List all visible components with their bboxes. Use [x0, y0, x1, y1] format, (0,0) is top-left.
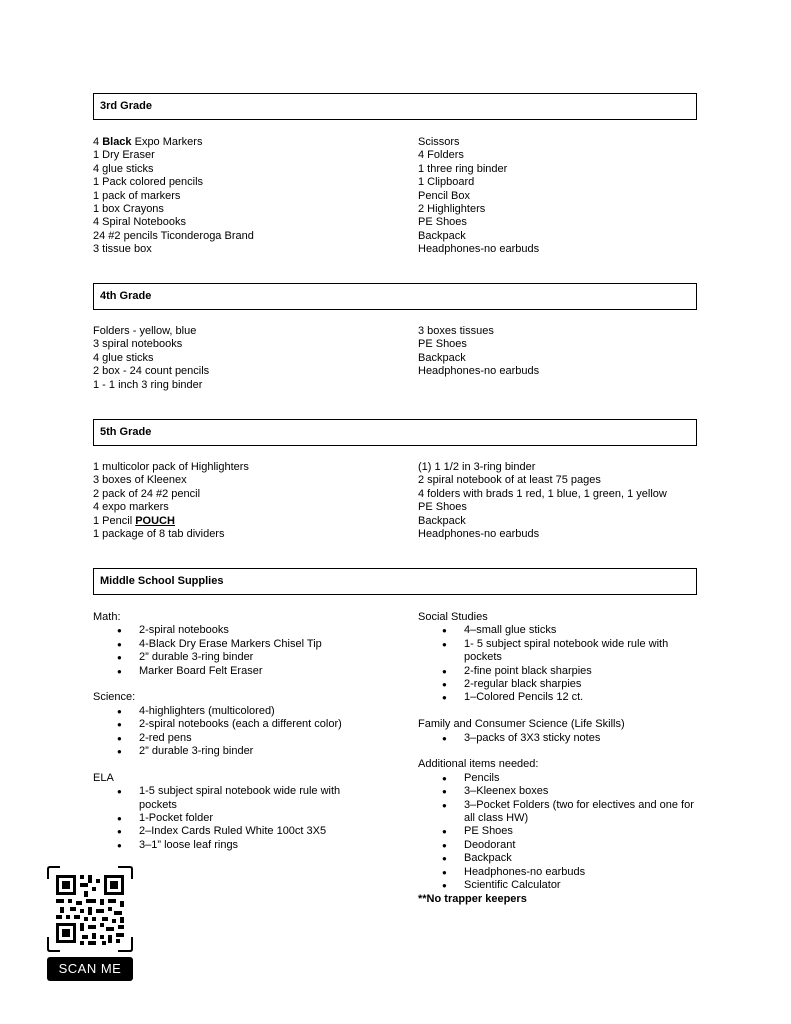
- list-item: 2 spiral notebook of at least 75 pages: [418, 474, 601, 487]
- fcs-heading: Family and Consumer Science (Life Skills): [418, 718, 625, 731]
- section-header-middle-school: [93, 568, 697, 595]
- list-item: ● 1- 5 subject spiral notebook wide rule with pockets: [418, 638, 692, 665]
- section-title: 4th Grade: [100, 289, 152, 302]
- list-item: 4 expo markers: [93, 501, 169, 514]
- section-title: 3rd Grade: [100, 99, 152, 112]
- list-item: Headphones-no earbuds: [418, 365, 540, 378]
- scan-me-label: SCAN ME: [47, 957, 133, 981]
- list-item: ● 3–Kleenex boxes: [418, 785, 718, 798]
- list-item: ● 2” durable 3-ring binder: [93, 745, 393, 758]
- ela-heading: ELA: [93, 771, 114, 784]
- list-item: ● Backpack: [418, 852, 718, 865]
- list-item: ● Deodorant: [418, 839, 718, 852]
- list-item: 4 Spiral Notebooks: [93, 216, 186, 229]
- social-studies-heading: Social Studies: [418, 611, 488, 623]
- list-item: 3 boxes tissues: [418, 325, 494, 337]
- section-header-5th-grade: [93, 419, 697, 446]
- grade4-right-list: [418, 325, 539, 379]
- list-item: Headphones-no earbuds: [418, 528, 540, 541]
- middle-right-column: [418, 611, 718, 906]
- list-item: ● Marker Board Felt Eraser: [93, 665, 393, 678]
- additional-list: [418, 772, 718, 893]
- list-item: 1 multicolor pack of Highlighters: [93, 461, 249, 473]
- math-heading: Math:: [93, 611, 121, 623]
- grade3-left-list: [93, 136, 254, 257]
- science-heading: Science:: [93, 691, 136, 704]
- list-item: ● 4-highlighters (multicolored): [93, 705, 393, 718]
- additional-heading: Additional items needed:: [418, 758, 539, 771]
- list-item: 1 three ring binder: [418, 162, 508, 175]
- list-item: ● 2-fine point black sharpies: [418, 665, 718, 678]
- no-trapper-note: **No trapper keepers: [418, 892, 527, 905]
- list-item: ● Headphones-no earbuds: [418, 866, 718, 879]
- list-item: 24 #2 pencils Ticonderoga Brand: [93, 229, 254, 242]
- math-list: [93, 624, 393, 678]
- list-item: 1 Clipboard: [418, 176, 475, 189]
- list-item: 1 Pack colored pencils: [93, 176, 204, 189]
- list-item: 1 Dry Eraser: [93, 149, 155, 162]
- list-item: PE Shoes: [418, 501, 467, 514]
- grade5-right-list: [418, 461, 667, 541]
- list-item: 1 package of 8 tab dividers: [93, 528, 225, 541]
- list-item: 4 Folders: [418, 149, 464, 162]
- list-item: ● 3–1” loose leaf rings: [93, 839, 393, 852]
- social-studies-list: [418, 624, 718, 704]
- list-item: ● 1–Colored Pencils 12 ct.: [418, 691, 718, 704]
- section-title: 5th Grade: [100, 425, 152, 438]
- list-item: ● Scientific Calculator: [418, 879, 718, 892]
- list-item: ● 4-Black Dry Erase Markers Chisel Tip: [93, 638, 393, 651]
- list-item: Backpack: [418, 229, 466, 242]
- grade5-left-list: [93, 461, 249, 541]
- list-item: Scissors: [418, 136, 460, 148]
- list-item: 1 pack of markers: [93, 189, 181, 202]
- grade4-left-list: [93, 325, 209, 392]
- list-item: 2 Highlighters: [418, 203, 486, 216]
- list-item: 1 box Crayons: [93, 203, 164, 216]
- list-item: 1 Pencil POUCH: [93, 514, 175, 527]
- grade3-right-list: [418, 136, 539, 257]
- list-item: ● 2-red pens: [93, 732, 393, 745]
- list-item: ● 2–Index Cards Ruled White 100ct 3X5: [93, 825, 393, 838]
- list-item: 4 glue sticks: [93, 351, 154, 364]
- pouch-emphasis: POUCH: [135, 514, 175, 527]
- list-item: PE Shoes: [418, 216, 467, 229]
- list-item: ● 3–Pocket Folders (two for electives and one for all class HW): [418, 799, 699, 826]
- list-item: ● 2-spiral notebooks: [93, 624, 393, 637]
- list-item: Pencil Box: [418, 189, 470, 202]
- list-item: Backpack: [418, 351, 466, 364]
- section-header-4th-grade: [93, 283, 697, 310]
- list-item: 2 pack of 24 #2 pencil: [93, 487, 201, 500]
- list-item: 3 boxes of Kleenex: [93, 474, 187, 487]
- science-list: [93, 705, 393, 759]
- list-item: ● 1-Pocket folder: [93, 812, 393, 825]
- list-item: Backpack: [418, 514, 466, 527]
- list-item: ● 1-5 subject spiral notebook wide rule with pockets: [93, 785, 354, 812]
- list-item: 4 Black Expo Markers: [93, 136, 203, 148]
- list-item: 1 - 1 inch 3 ring binder: [93, 378, 203, 391]
- fcs-list: [418, 732, 718, 745]
- ela-list: [93, 785, 393, 852]
- qr-code-icon: [46, 865, 134, 957]
- list-item: Folders - yellow, blue: [93, 325, 197, 337]
- list-item: ● 4–small glue sticks: [418, 624, 718, 637]
- list-item: ● Pencils: [418, 772, 718, 785]
- list-item: ● 3–packs of 3X3 sticky notes: [418, 732, 718, 745]
- list-item: ● 2-regular black sharpies: [418, 678, 718, 691]
- list-item: (1) 1 1/2 in 3-ring binder: [418, 461, 536, 473]
- list-item: 2 box - 24 count pencils: [93, 365, 210, 378]
- list-item: PE Shoes: [418, 338, 467, 351]
- list-item: 4 folders with brads 1 red, 1 blue, 1 green, 1 yellow: [418, 487, 667, 500]
- section-title: Middle School Supplies: [100, 574, 224, 587]
- section-header-3rd-grade: [93, 93, 697, 120]
- list-item: ● PE Shoes: [418, 825, 718, 838]
- middle-left-column: [93, 611, 393, 852]
- list-item: 3 spiral notebooks: [93, 338, 183, 351]
- list-item: 4 glue sticks: [93, 162, 154, 175]
- list-item: ● 2” durable 3-ring binder: [93, 651, 393, 664]
- list-item: ● 2-spiral notebooks (each a different color): [93, 718, 393, 731]
- list-item: 3 tissue box: [93, 243, 152, 256]
- list-item: Headphones-no earbuds: [418, 243, 540, 256]
